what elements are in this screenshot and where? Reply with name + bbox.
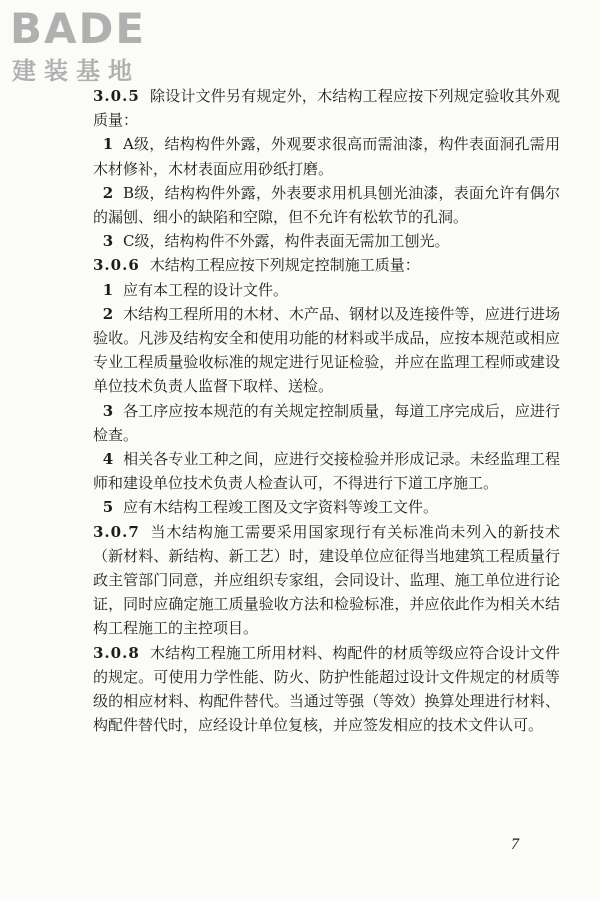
item-text: C级，结构构件不外露，构件表面无需加工刨光。	[123, 232, 450, 251]
clause-number: 3.0.6	[93, 256, 140, 275]
item-text: 应有木结构工程竣工图及文字资料等竣工文件。	[123, 498, 439, 517]
clause-number: 3.0.5	[93, 87, 140, 105]
item-text: 相关各专业工种之间，应进行交接检验并形成记录。未经监理工程师和建设单位技术负责人检查认可，不得进行下道工序施工。	[93, 450, 560, 493]
clause-3-0-5	[93, 84, 560, 132]
item-text: B级，结构构件外露，外表要求用机具刨光油漆，表面允许有偶尔的漏刨、细小的缺陷和空隙，但不允许有松软节的孔洞。	[93, 183, 560, 227]
logo-latin-text: BADE	[10, 4, 147, 53]
list-item	[93, 399, 560, 447]
clause-number: 3.0.8	[93, 643, 140, 662]
logo	[10, 6, 180, 90]
item-number: 3	[102, 401, 114, 420]
list-item	[93, 302, 560, 399]
item-number: 1	[102, 135, 114, 154]
list-item	[93, 278, 560, 302]
clause-3-0-7	[93, 520, 560, 641]
clause-number: 3.0.7	[93, 522, 140, 541]
list-item	[93, 495, 560, 519]
page-number: 7	[511, 836, 519, 853]
clause-text: 木结构工程施工所用材料、构配件的材质等级应符合设计文件的规定。可使用力学性能、防火、防护性能超过设计文件规定的材质等级的相应材料、构配件替代。当通过等强（等效）换算处理进行材料、构配件替代时，应经设计单位复核，并应签发相应的技术文件认可。	[93, 643, 560, 735]
clause-3-0-6	[93, 253, 560, 277]
list-item	[93, 132, 560, 180]
list-item	[93, 229, 560, 253]
list-item	[93, 181, 560, 229]
item-text: 应有本工程的设计文件。	[123, 280, 289, 299]
logo-cjk-text: 建装基地	[12, 57, 140, 85]
list-item	[93, 447, 560, 495]
clause-text: 除设计文件另有规定外，木结构工程应按下列规定验收其外观质量：	[93, 87, 560, 130]
item-number: 2	[102, 183, 114, 202]
document-body	[93, 84, 560, 737]
clause-text: 当木结构施工需要采用国家现行有关标准尚未列入的新技术（新材料、新结构、新工艺）时，建设单位应征得当地建筑工程质量行政主管部门同意，并应组织专家组，会同设计、监理、施工单位进行论证，同时应确定施工质量验收方法和检验标准，并应依此作为相关木结构工程施工的主控项目。	[93, 522, 560, 638]
item-number: 4	[102, 450, 114, 469]
item-text: 木结构工程所用的木材、木产品、钢材以及连接件等，应进行进场验收。凡涉及结构安全和使用功能的材料或半成品，应按本规范或相应专业工程质量验收标准的规定进行见证检验，并应在监理工程师或建设单位技术负责人监督下取样、送检。	[93, 304, 560, 396]
clause-text: 木结构工程应按下列规定控制施工质量：	[149, 256, 420, 275]
item-number: 2	[102, 304, 114, 323]
item-number: 5	[102, 498, 114, 517]
item-text: A级，结构构件外露，外观要求很高而需油漆，构件表面洞孔需用木材修补，木材表面应用砂纸打磨。	[93, 135, 560, 178]
clause-3-0-8	[93, 641, 560, 738]
item-text: 各工序应按本规范的有关规定控制质量，每道工序完成后，应进行检查。	[93, 401, 560, 444]
item-number: 1	[102, 280, 114, 299]
item-number: 3	[102, 232, 114, 251]
